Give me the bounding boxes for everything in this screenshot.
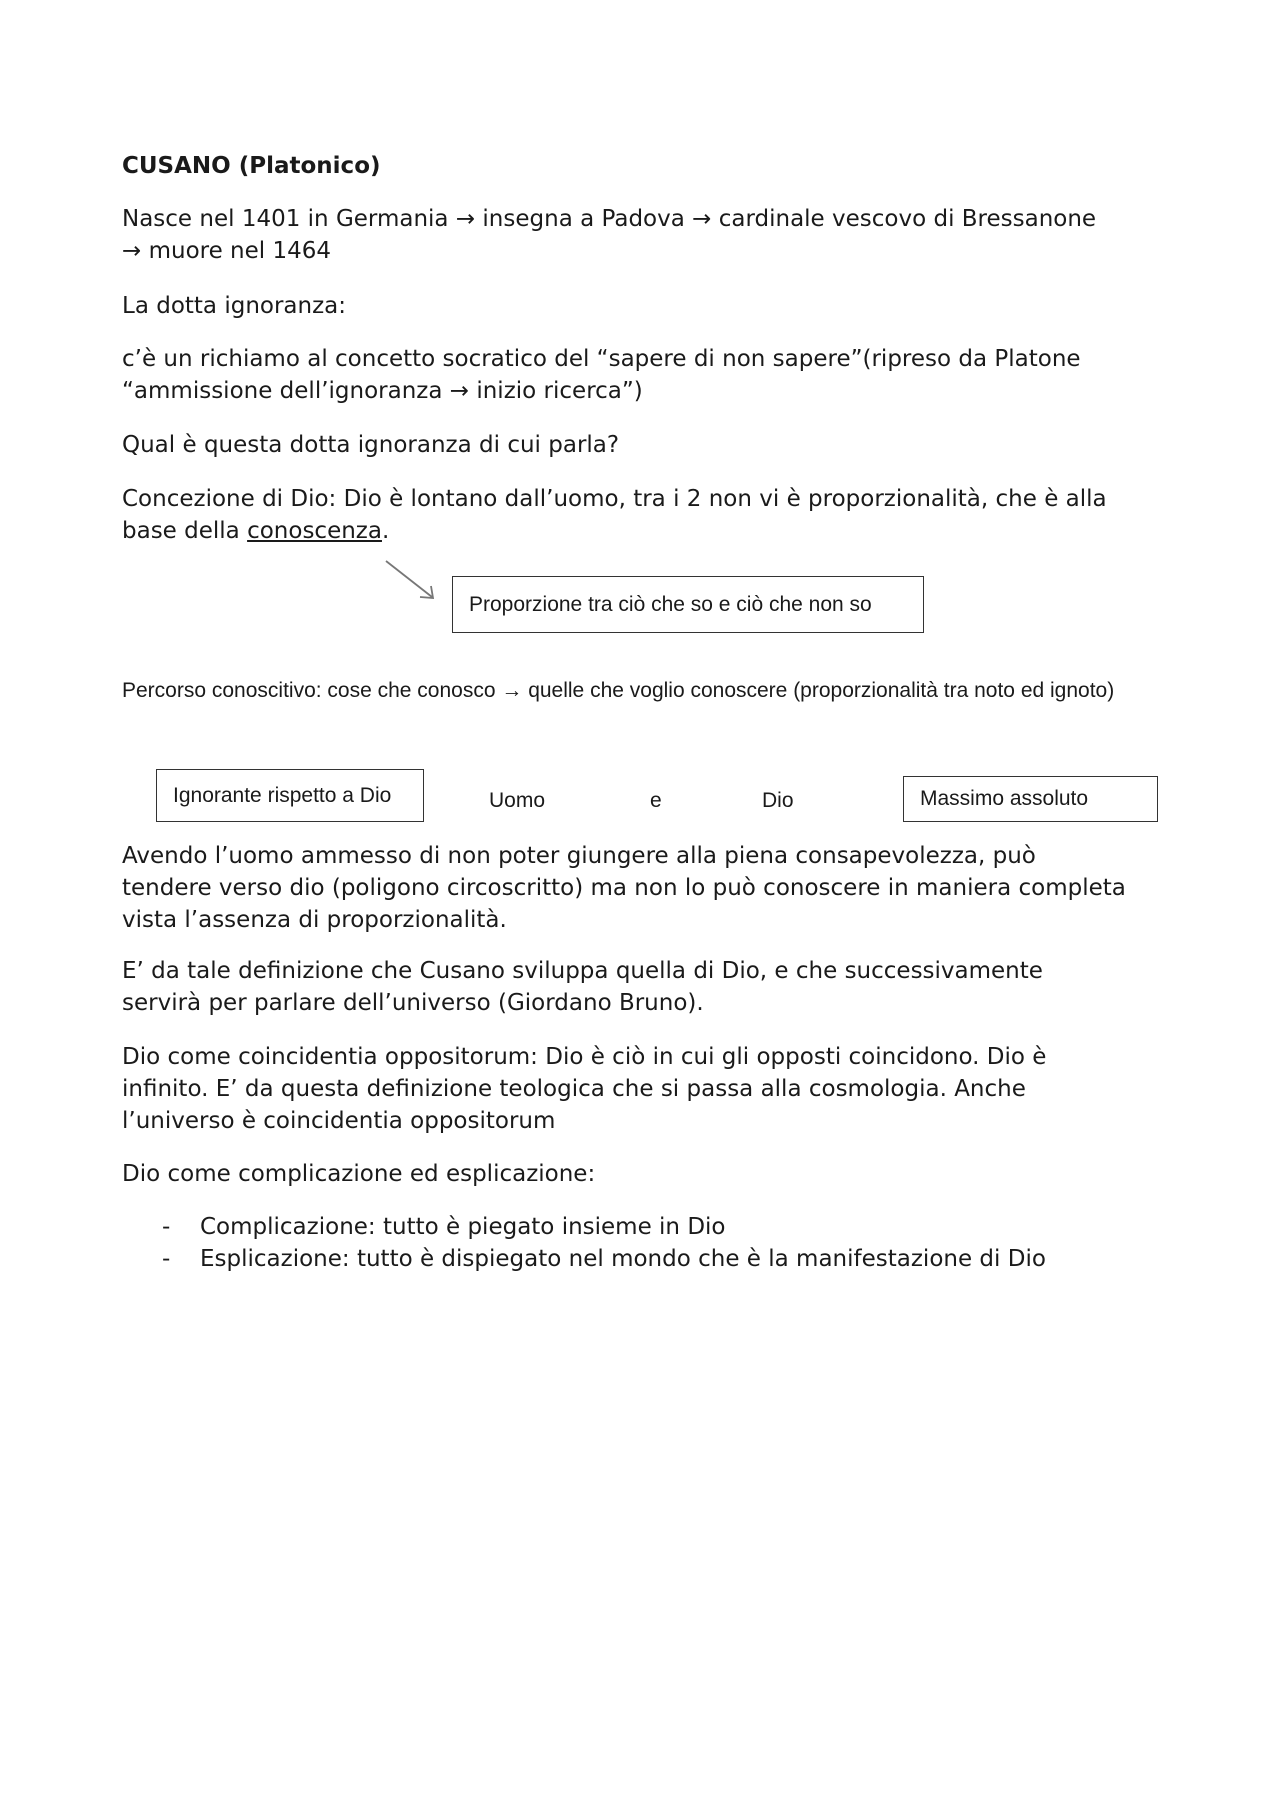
paragraph-richiamo-line-1: c’è un richiamo al concetto socratico del “sapere di non sapere”(ripreso da Platone [122, 346, 1081, 372]
arrow-icon [380, 555, 440, 605]
paragraph-coincidentia-line-1: Dio come coincidentia oppositorum: Dio è ciò in cui gli opposti coincidono. Dio è [122, 1044, 1047, 1070]
paragraph-coincidentia-line-3: l’universo è coincidentia oppositorum [122, 1108, 556, 1134]
paragraph-complicazione: Dio come complicazione ed esplicazione: [122, 1161, 596, 1187]
paragraph-dotta-ignoranza: La dotta ignoranza: [122, 293, 347, 319]
paragraph-concezione-line-2 [122, 515, 1172, 547]
box-massimo [903, 776, 1158, 822]
underlined-conoscenza: conoscenza [247, 518, 382, 544]
word-uomo: Uomo [489, 789, 546, 812]
box-massimo-label: Massimo assoluto [920, 787, 1089, 810]
list-item-1: Complicazione: tutto è piegato insieme in Dio [200, 1214, 726, 1240]
paragraph-birth-line-1: Nasce nel 1401 in Germania → insegna a Padova → cardinale vescovo di Bressanone [122, 206, 1097, 232]
paragraph-avendo-line-2: tendere verso dio (poligono circoscritto) ma non lo può conoscere in maniera completa [122, 875, 1126, 901]
paragraph-birth-line-2: → muore nel 1464 [122, 238, 332, 264]
list-bullet-2: - [162, 1246, 171, 1272]
word-dio: Dio [762, 789, 794, 812]
list-bullet-1: - [162, 1214, 171, 1240]
paragraph-avendo-line-1: Avendo l’uomo ammesso di non poter giungere alla piena consapevolezza, può [122, 843, 1036, 869]
paragraph-definizione-line-2: servirà per parlare dell’universo (Giordano Bruno). [122, 990, 704, 1016]
paragraph-definizione-line-1: E’ da tale definizione che Cusano sviluppa quella di Dio, e che successivamente [122, 958, 1043, 984]
paragraph-coincidentia-line-2: infinito. E’ da questa definizione teologica che si passa alla cosmologia. Anche [122, 1076, 1026, 1102]
paragraph-question: Qual è questa dotta ignoranza di cui parla? [122, 432, 620, 458]
percorso-conoscitivo: Percorso conoscitivo: cose che conosco → quelle che voglio conoscere (proporzionalità tra noto ed ignoto) [122, 679, 1115, 702]
list-item-2: Esplicazione: tutto è dispiegato nel mondo che è la manifestazione di Dio [200, 1246, 1046, 1272]
paragraph-avendo-line-3: vista l’assenza di proporzionalità. [122, 907, 507, 933]
paragraph-concezione-line-1: Concezione di Dio: Dio è lontano dall’uomo, tra i 2 non vi è proporzionalità, che è alla [122, 486, 1107, 512]
text-base-della: base della [122, 518, 248, 544]
paragraph-richiamo-line-2: “ammissione dell’ignoranza → inizio ricerca”) [122, 378, 643, 404]
box-proporzione [452, 576, 924, 633]
page-title: CUSANO (Platonico) [122, 153, 381, 179]
box-ignorante [156, 769, 424, 822]
box-ignorante-label: Ignorante rispetto a Dio [173, 783, 392, 807]
text-period: . [381, 518, 390, 544]
box-proporzione-label: Proporzione tra ciò che so e ciò che non so [469, 592, 872, 616]
word-e: e [650, 789, 662, 812]
